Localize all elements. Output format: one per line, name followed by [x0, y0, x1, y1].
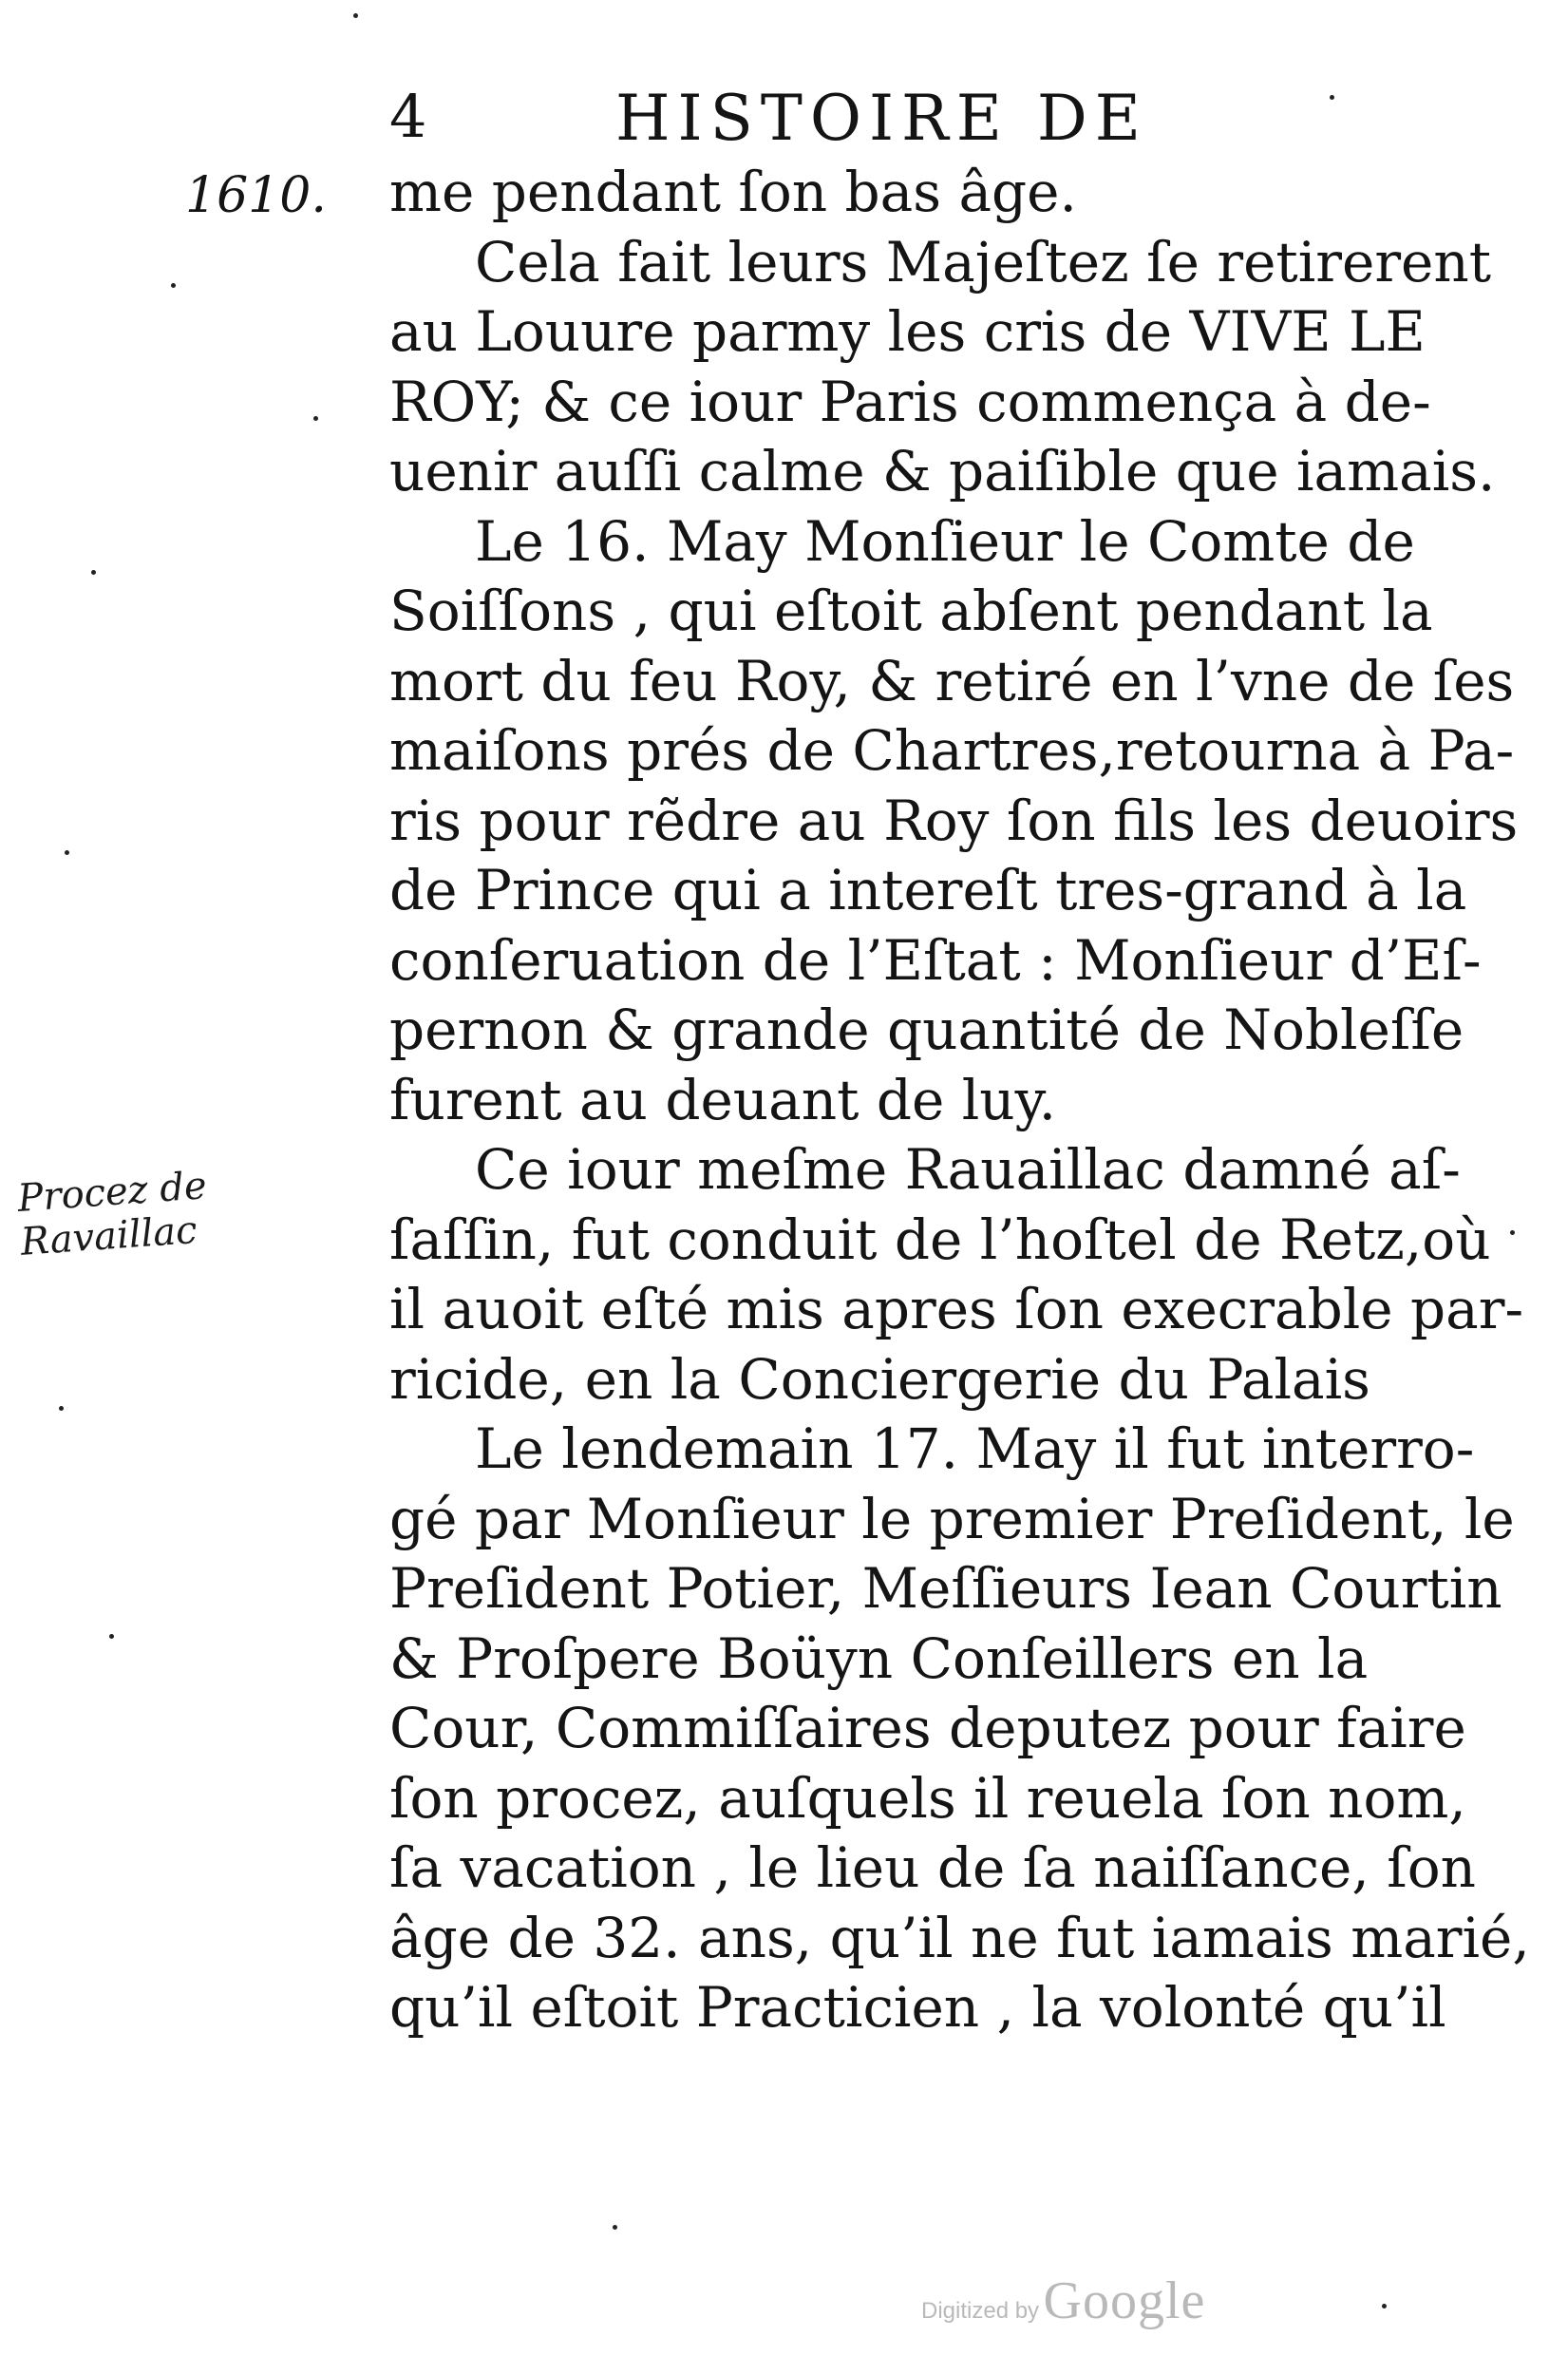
scan-speck: [1382, 2304, 1387, 2308]
text-line: qu’il eſtoit Practicien , la volonté qu’il: [389, 1975, 1446, 2040]
text-line: au Louure parmy les cris de VIVE LE: [389, 299, 1426, 364]
year-margin: 1610.: [185, 167, 327, 224]
text-line: Cela fait leurs Majeſtez ſe retirerent: [475, 229, 1492, 294]
margin-note-line: Procez de: [16, 1164, 209, 1221]
running-head: HISTOIRE DE: [615, 82, 1148, 155]
text-line: uenir auſſi calme & paiſible que iamais.: [389, 439, 1496, 504]
text-line: ſa vacation , le lieu de ſa naiſſance, ſon: [389, 1835, 1476, 1900]
text-line: ris pour rẽdre au Roy ſon fils les deuoirs: [389, 788, 1519, 853]
scan-speck: [1330, 95, 1334, 100]
text-line: Ce iour meſme Rauaillac damné aſ-: [475, 1137, 1461, 1202]
scan-speck: [613, 2225, 617, 2230]
text-line: Le lendemain 17. May il fut interro-: [475, 1416, 1475, 1481]
text-line: maiſons prés de Chartres,retourna à Pa-: [389, 718, 1515, 783]
text-line: ROY; & ce iour Paris commença à de-: [389, 369, 1431, 434]
text-line: Preſident Potier, Meſſieurs Iean Courtin: [389, 1556, 1502, 1621]
text-line: conſeruation de l’Eſtat : Monſieur d’Eſ-: [389, 927, 1482, 993]
body-text: [389, 158, 1530, 2043]
scan-speck: [171, 283, 176, 288]
scan-speck: [91, 570, 96, 575]
watermark-prefix: Digitized by: [921, 2298, 1040, 2324]
text-line: de Prince qui a intereſt tres-grand à la: [389, 858, 1467, 922]
scan-speck: [109, 1634, 114, 1639]
text-line: ricide, en la Conciergerie du Palais: [389, 1346, 1370, 1412]
text-line: gé par Monſieur le premier Preſident, le: [389, 1486, 1515, 1551]
page-number: 4: [389, 82, 427, 151]
text-line: & Proſpere Boüyn Conſeillers en la: [389, 1625, 1369, 1691]
text-line: Soiſſons , qui eſtoit abſent pendant la: [389, 579, 1433, 643]
text-line: il auoit eſté mis apres ſon execrable par-: [389, 1277, 1524, 1341]
scan-speck: [65, 850, 69, 855]
scan-speck: [59, 1406, 64, 1411]
text-line: âge de 32. ans, qu’il ne fut iamais marié,: [389, 1905, 1530, 1970]
watermark-brand: Google: [1043, 2271, 1206, 2330]
text-line: me pendant ſon bas âge.: [389, 160, 1077, 224]
text-line: ſon procez, auſquels il reuela ſon nom,: [389, 1765, 1466, 1831]
scan-speck: [1510, 1230, 1515, 1235]
text-line: ſaſſin, fut conduit de l’hoſtel de Retz,où: [389, 1206, 1491, 1272]
text-line: Cour, Commiſſaires deputez pour faire: [389, 1696, 1466, 1760]
text-line: furent au deuant de luy.: [389, 1067, 1057, 1132]
handwritten-margin-note: [16, 1164, 211, 1264]
text-line: pernon & grande quantité de Nobleſſe: [389, 998, 1464, 1062]
margin-note-line: Ravaillac: [19, 1207, 198, 1264]
scan-speck: [313, 416, 318, 421]
scan-speck: [353, 13, 358, 18]
text-line: mort du feu Roy, & retiré en l’vne de ſes: [389, 648, 1515, 713]
text-line: Le 16. May Monſieur le Comte de: [475, 508, 1415, 574]
digitized-watermark: [921, 2270, 1205, 2331]
